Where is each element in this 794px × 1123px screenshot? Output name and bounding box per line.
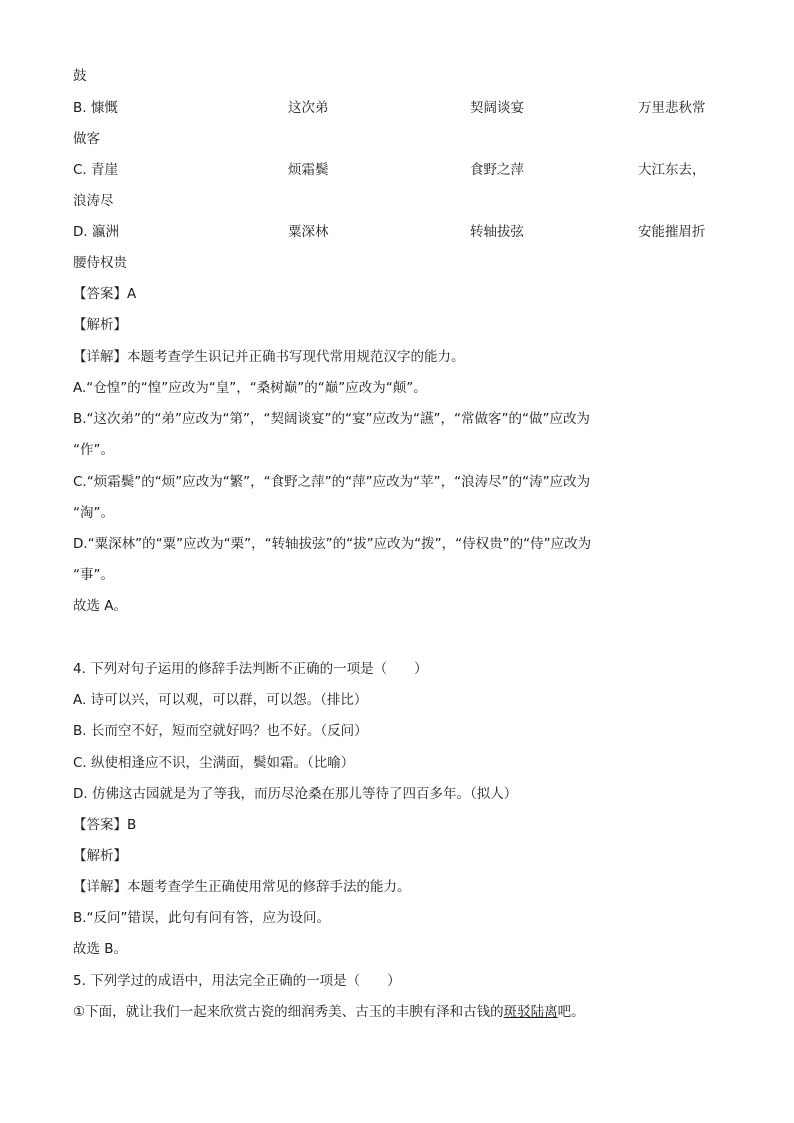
q5-stem: 5. 下列学过的成语中，用法完全正确的一项是（ ）	[73, 973, 401, 989]
option-b-label: B. 慷慨	[73, 100, 118, 116]
option-d-item-3: 转轴拔弦	[470, 224, 524, 240]
q3-answer: 【答案】A	[73, 286, 137, 302]
q3-conclusion: 故选 A。	[73, 598, 128, 614]
option-a-continuation: 鼓	[73, 68, 87, 84]
q3-detail: 【详解】本题考查学生识记并正确书写现代常用规范汉字的能力。	[73, 349, 465, 365]
q3-explain-a: A.“仓惶”的“惶”应改为“皇”，“桑树巅”的“巅”应改为“颠”。	[73, 380, 427, 396]
q4-conclusion: 故选 B。	[73, 941, 128, 957]
q4-option-a: A. 诗可以兴，可以观，可以群，可以怨。（排比）	[73, 692, 368, 708]
option-d-item-2: 粟深林	[288, 224, 329, 240]
q3-explain-b-line1: B.“这次弟”的“弟”应改为“第”，“契阔谈宴”的“宴”应改为“讌”，“常做客”的“做”应改为	[73, 411, 590, 427]
q5-sentence-1	[73, 1002, 585, 1022]
option-d-continuation: 腰侍权贵	[73, 255, 127, 271]
q4-answer: 【答案】B	[73, 817, 137, 833]
q4-option-d: D. 仿佛这古园就是为了等我，而历尽沧桑在那儿等待了四百多年。（拟人）	[73, 786, 518, 802]
option-b-item-4: 万里悲秋常	[638, 100, 706, 116]
q3-analysis-heading: 【解析】	[73, 317, 127, 333]
option-c-label: C. 青崖	[73, 162, 119, 178]
q4-option-c: C. 纵使相逢应不识，尘满面，鬓如霜。（比喻）	[73, 755, 355, 771]
option-c-item-2: 烦霜鬓	[288, 162, 329, 178]
q4-detail: 【详解】本题考查学生正确使用常见的修辞手法的能力。	[73, 879, 411, 895]
option-b-item-3: 契阔谈宴	[470, 100, 524, 116]
q4-stem: 4. 下列对句子运用的修辞手法判断不正确的一项是（ ）	[73, 661, 428, 677]
option-c-continuation: 浪涛尽	[73, 193, 114, 209]
q5-sentence-1-end: 吧。	[557, 1004, 585, 1020]
option-d-item-4: 安能摧眉折	[638, 224, 706, 240]
q3-explain-c-line2: “淘”。	[73, 505, 114, 521]
q4-option-b: B. 长而空不好，短而空就好吗？也不好。（反问）	[73, 723, 368, 739]
option-b-item-2: 这次弟	[288, 100, 329, 116]
q3-explain-d-line2: “事”。	[73, 567, 114, 583]
option-c-item-3: 食野之萍	[470, 162, 524, 178]
option-b-continuation: 做客	[73, 131, 100, 147]
q3-explain-d-line1: D.“粟深林”的“粟”应改为“栗”，“转轴拔弦”的“拔”应改为“拨”，“侍权贵”的“侍”应改为	[73, 536, 592, 552]
option-c-item-4: 大江东去，	[638, 162, 706, 178]
option-d-label: D. 瀛洲	[73, 224, 119, 240]
q4-explain: B.“反问”错误，此句有问有答，应为设问。	[73, 910, 331, 926]
q5-sentence-1-text: ①下面，就让我们一起来欣赏古瓷的细润秀美、古玉的丰腴有泽和古钱的	[73, 1004, 504, 1020]
q5-underlined-idiom: 斑驳陆离	[503, 1004, 558, 1020]
q4-analysis-heading: 【解析】	[73, 848, 127, 864]
q3-explain-b-line2: “作”。	[73, 442, 114, 458]
q3-explain-c-line1: C.“烦霜鬓”的“烦”应改为“繁”，“食野之萍”的“萍”应改为“苹”，“浪涛尽”的“涛”应改为	[73, 474, 591, 490]
